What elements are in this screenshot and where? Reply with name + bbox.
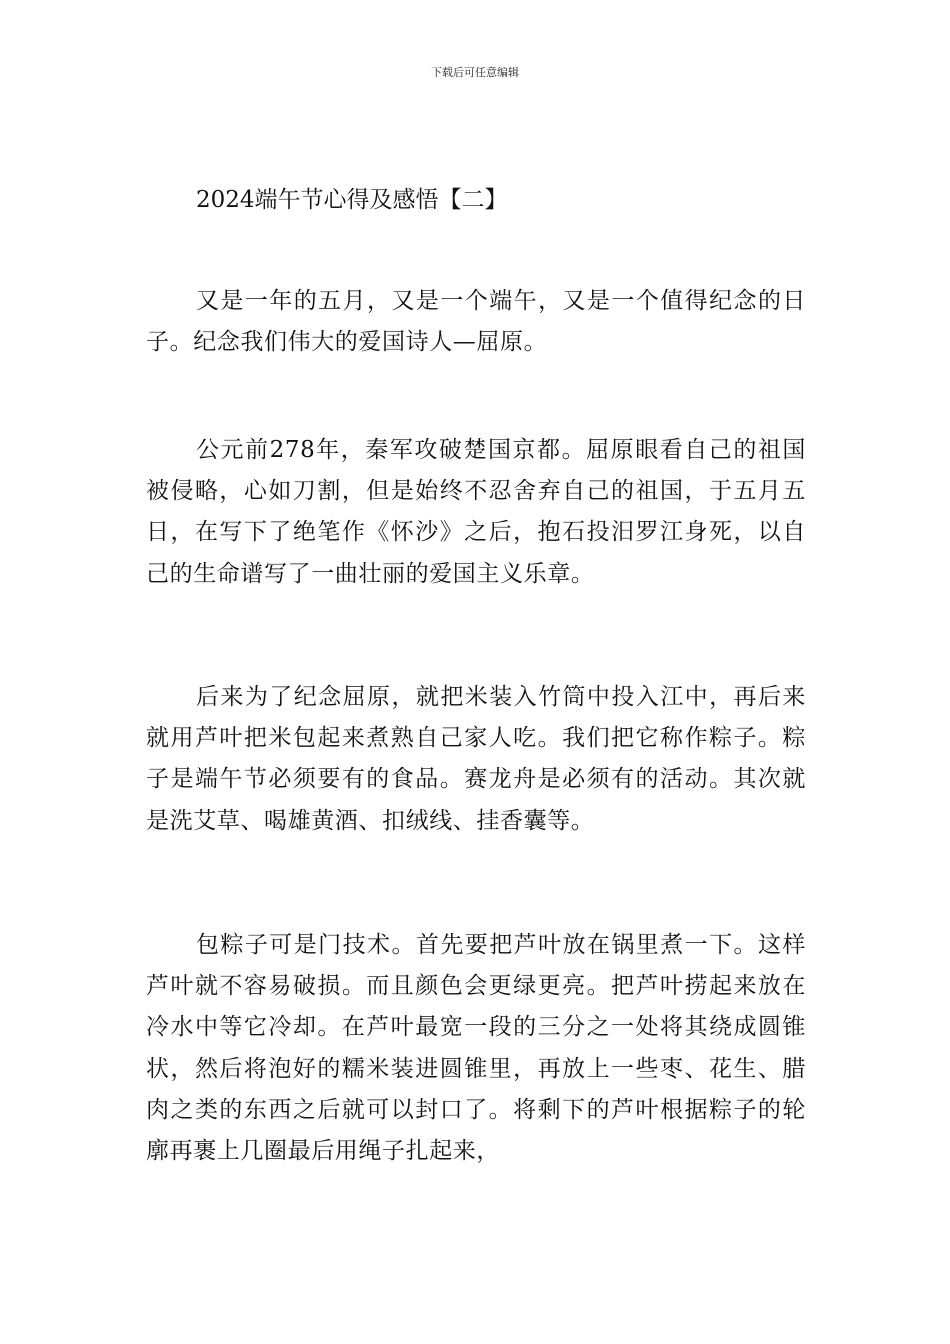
- paragraph-3: 后来为了纪念屈原，就把米装入竹筒中投入江中，再后来就用芦叶把米包起来煮熟自己家人吃。我们把它称作粽子。粽子是端午节必须要有的食品。赛龙舟是必须有的活动。其次就是洗艾草、喝雄黄酒、扣绒线、挂香囊等。: [146, 684, 806, 834]
- paragraph-4: 包粽子可是门技术。首先要把芦叶放在锅里煮一下。这样芦叶就不容易破损。而且颜色会更绿更亮。把芦叶捞起来放在冷水中等它冷却。在芦叶最宽一段的三分之一处将其绕成圆锥状，然后将泡好的糯米装进圆锥里，再放上一些枣、花生、腊肉之类的东西之后就可以封口了。将剩下的芦叶根据粽子的轮廓再裹上几圈最后用绳子扎起来，: [146, 932, 806, 1165]
- paragraph-1: 又是一年的五月，又是一个端午，又是一个值得纪念的日子。纪念我们伟大的爱国诗人—屈原。: [146, 288, 806, 356]
- paragraph-2: 公元前278年，秦军攻破楚国京都。屈原眼看自己的祖国被侵略，心如刀割，但是始终不忍舍弃自己的祖国，于五月五日，在写下了绝笔作《怀沙》之后，抱石投汨罗江身死，以自己的生命谱写了一曲壮丽的爱国主义乐章。: [146, 437, 806, 587]
- document-title: 2024端午节心得及感悟【二】: [196, 187, 508, 213]
- page-header-note: 下载后可任意编辑: [431, 66, 519, 79]
